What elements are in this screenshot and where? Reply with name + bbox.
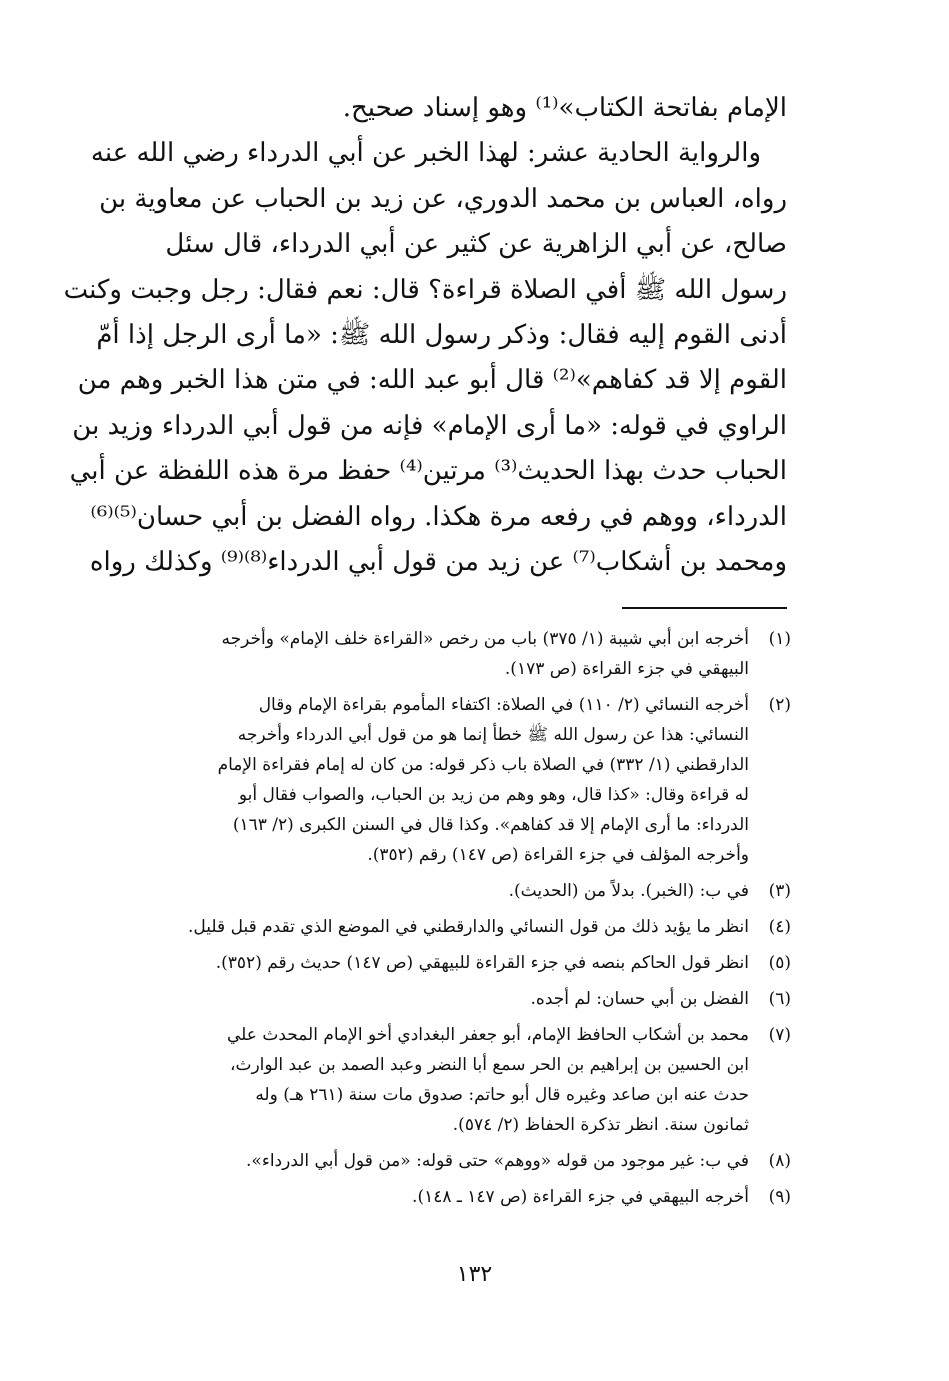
main-text-line: القوم إلا قد كفاهم»⁽²⁾ قال أبو عبد الله: في متن هذا الخبر وهم من <box>77 365 787 396</box>
footnote-line: الدرداء: ما أرى الإمام إلا قد كفاهم». وكذا قال في السنن الكبرى (٢/ ١٦٣) <box>232 815 749 835</box>
footnote-line: أخرجه البيهقي في جزء القراءة (ص ١٤٧ ـ ١٤٨). <box>412 1187 749 1207</box>
footnote-line: ثمانون سنة. انظر تذكرة الحفاظ (٢/ ٥٧٤). <box>452 1115 749 1135</box>
footnote-line: له قراءة وقال: «كذا قال، وهو وهم من زيد بن الحباب، والصواب فقال أبو <box>238 785 749 805</box>
footnote-text <box>151 1146 749 1176</box>
footnote-line: محمد بن أشكاب الحافظ الإمام، أبو جعفر البغدادي أخو الإمام المحدث علي <box>226 1025 749 1045</box>
footnote-text <box>151 1020 749 1140</box>
footnote-line: حدث عنه ابن صاعد وغيره قال أبو حاتم: صدوق مات سنة (٢٦١ هـ) وله <box>255 1085 749 1105</box>
footnote-2 <box>151 690 791 870</box>
page-number: ١٣٢ <box>456 1262 493 1287</box>
footnote-number: (٤) <box>768 917 791 937</box>
main-text-line: ومحمد بن أشكاب⁽⁷⁾ عن زيد من قول أبي الدرداء⁽⁸⁾⁽⁹⁾ وكذلك رواه <box>89 547 787 578</box>
footnote-line: وأخرجه المؤلف في جزء القراءة (ص ١٤٧) رقم (٣٥٢). <box>367 845 749 865</box>
main-text-line: صالح، عن أبي الزاهرية عن كثير عن أبي الدرداء، قال سئل <box>165 229 787 260</box>
footnote-number: (٧) <box>768 1025 791 1045</box>
footnote-line: الفضل بن أبي حسان: لم أجده. <box>530 989 749 1009</box>
footnote-1 <box>151 624 791 684</box>
footnote-number: (٥) <box>768 953 791 973</box>
main-text-line: أدنى القوم إليه فقال: وذكر رسول الله ﷺ: «ما أرى الرجل إذا أمّ <box>96 320 787 351</box>
footnote-number: (٣) <box>768 881 791 901</box>
footnote-3 <box>151 876 791 906</box>
footnote-text <box>151 912 749 942</box>
footnote-4 <box>151 912 791 942</box>
main-text-line: رسول الله ﷺ أفي الصلاة قراءة؟ قال: نعم فقال: رجل وجبت وكنت <box>63 274 787 305</box>
footnote-number: (١) <box>768 629 791 649</box>
footnote-text <box>151 1182 749 1212</box>
footnote-line: انظر ما يؤيد ذلك من قول النسائي والدارقطني في الموضع الذي تقدم قبل قليل. <box>188 917 749 937</box>
footnote-line: النسائي: هذا عن رسول الله ﷺ خطأ إنما هو من قول أبي الدرداء وأخرجه <box>237 725 749 745</box>
footnote-line: انظر قول الحاكم بنصه في جزء القراءة للبيهقي (ص ١٤٧) حديث رقم (٣٥٢). <box>215 953 749 973</box>
main-text-line: الدرداء، ووهم في رفعه مرة هكذا. رواه الفضل بن أبي حسان⁽⁵⁾⁽⁶⁾ <box>90 501 787 532</box>
footnote-text <box>151 948 749 978</box>
main-text-line: والرواية الحادية عشر: لهذا الخبر عن أبي الدرداء رضي الله عنه <box>90 138 761 169</box>
footnote-text <box>151 624 749 684</box>
footnote-line: أخرجه ابن أبي شيبة (١/ ٣٧٥) باب من رخص «القراءة خلف الإمام» وأخرجه <box>221 629 749 649</box>
main-text-line: الحباب حدث بهذا الحديث⁽³⁾ مرتين⁽⁴⁾ حفظ مرة هذه اللفظة عن أبي <box>69 456 787 487</box>
footnote-number: (٨) <box>768 1151 791 1171</box>
footnote-line: البيهقي في جزء القراءة (ص ١٧٣). <box>504 659 749 679</box>
footnote-text <box>151 876 749 906</box>
footnote-number: (٦) <box>768 989 791 1009</box>
footnote-text <box>151 690 749 870</box>
footnote-6 <box>151 984 791 1014</box>
footnote-number: (٢) <box>768 695 791 715</box>
footnote-7 <box>151 1020 791 1140</box>
footnote-5 <box>151 948 791 978</box>
footnote-9 <box>151 1182 791 1212</box>
main-text-line: رواه، العباس بن محمد الدوري، عن زيد بن الحباب عن معاوية بن <box>99 183 787 214</box>
main-text-line: الراوي في قوله: «ما أرى الإمام» فإنه من قول أبي الدرداء وزيد بن <box>72 410 787 441</box>
main-text-line: الإمام بفاتحة الكتاب»⁽¹⁾ وهو إسناد صحيح. <box>342 93 787 123</box>
main-text-body <box>63 86 787 585</box>
footnote-line: الدارقطني (١/ ٣٣٢) في الصلاة باب ذكر قوله: من كان له إمام فقراءة الإمام <box>217 755 749 775</box>
footnote-number: (٩) <box>768 1187 791 1207</box>
footnote-divider <box>622 607 787 609</box>
footnote-line: في ب: (الخبر). بدلاً من (الحديث). <box>508 881 749 901</box>
footnote-line: في ب: غير موجود من قوله «ووهم» حتى قوله: «من قول أبي الدرداء». <box>246 1151 749 1171</box>
footnote-line: ابن الحسين بن إبراهيم بن الحر سمع أبا النضر وعبد الصمد بن عبد الوارث، <box>229 1055 749 1075</box>
footnote-line: أخرجه النسائي (٢/ ١١٠) في الصلاة: اكتفاء المأموم بقراءة الإمام وقال <box>258 695 749 715</box>
footnote-8 <box>151 1146 791 1176</box>
footnote-text <box>151 984 749 1014</box>
footnotes-section <box>151 624 791 1218</box>
